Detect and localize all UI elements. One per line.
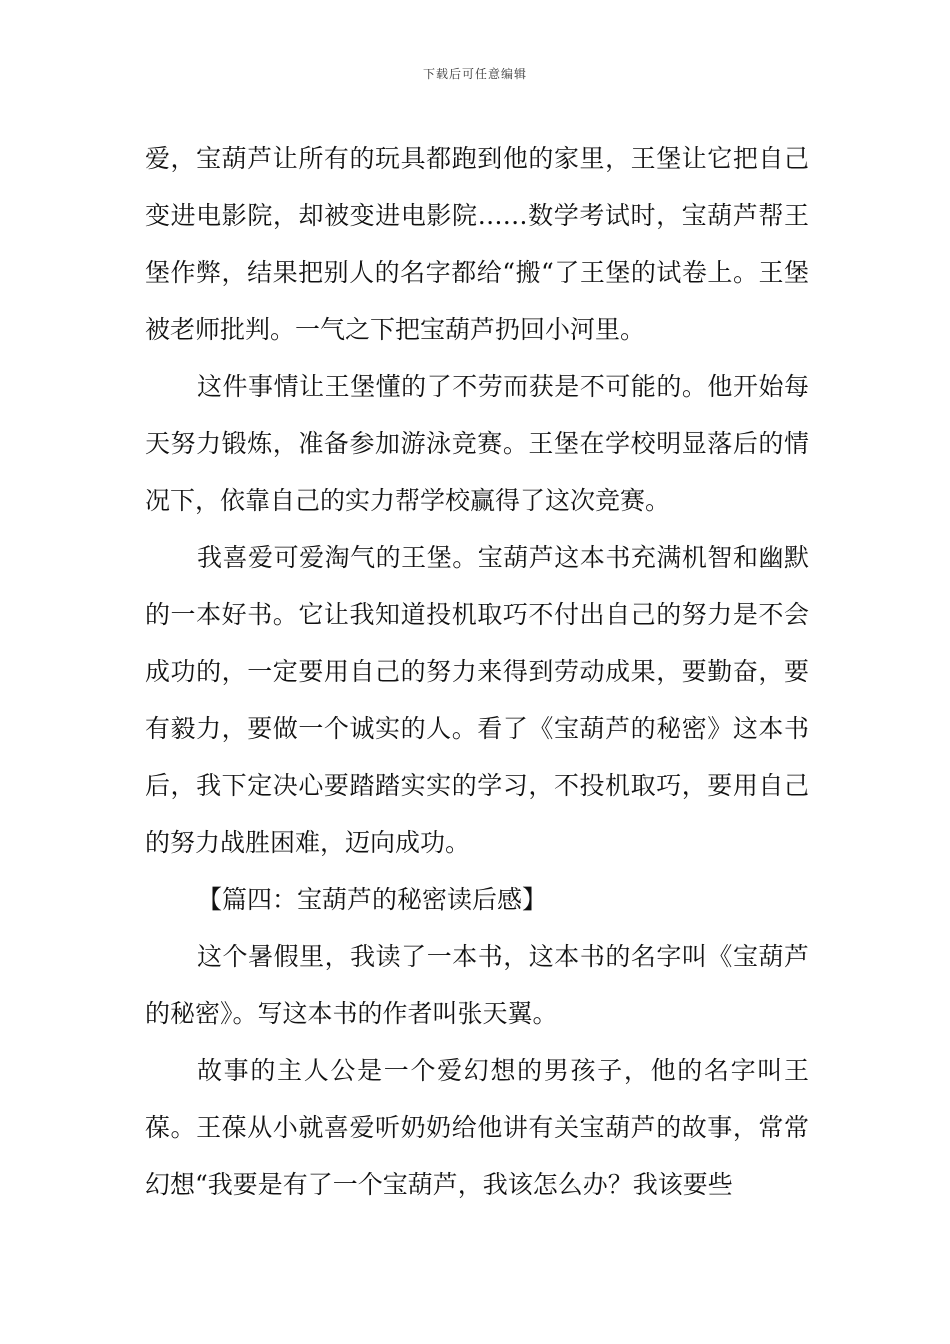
paragraph: 这个暑假里，我读了一本书，这本书的名字叫《宝葫芦的秘密》。写这本书的作者叫张天翼。 <box>145 942 809 1028</box>
paragraph: 故事的主人公是一个爱幻想的男孩子，他的名字叫王葆。王葆从小就喜爱听奶奶给他讲有关宝葫芦的故事，常常幻想“我要是有了一个宝葫芦，我该怎么办？我该要些 <box>145 1056 809 1199</box>
page-header: 下载后可任意编辑 <box>422 67 527 81</box>
section-heading: 【篇四：宝葫芦的秘密读后感】 <box>197 885 548 914</box>
paragraph: 这件事情让王堡懂的了不劳而获是不可能的。他开始每天努力锻炼，准备参加游泳竞赛。王堡在学校明显落后的情况下，依靠自己的实力帮学校赢得了这次竞赛。 <box>145 372 809 515</box>
paragraph: 我喜爱可爱淘气的王堡。宝葫芦这本书充满机智和幽默的一本好书。它让我知道投机取巧不付出自己的努力是不会成功的，一定要用自己的努力来得到劳动成果，要勤奋，要有毅力，要做一个诚实的人。看了《宝葫芦的秘密》这本书后，我下定决心要踏踏实实的学习，不投机取巧，要用自己的努力战胜困难，迈向成功。 <box>145 543 809 857</box>
paragraph: 爱，宝葫芦让所有的玩具都跑到他的家里，王堡让它把自己变进电影院，却被变进电影院……数学考试时，宝葫芦帮王堡作弊，结果把别人的名字都给“搬“了王堡的试卷上。王堡被老师批判。一气之下把宝葫芦扔回小河里。 <box>145 144 809 344</box>
document-body <box>145 130 809 1213</box>
